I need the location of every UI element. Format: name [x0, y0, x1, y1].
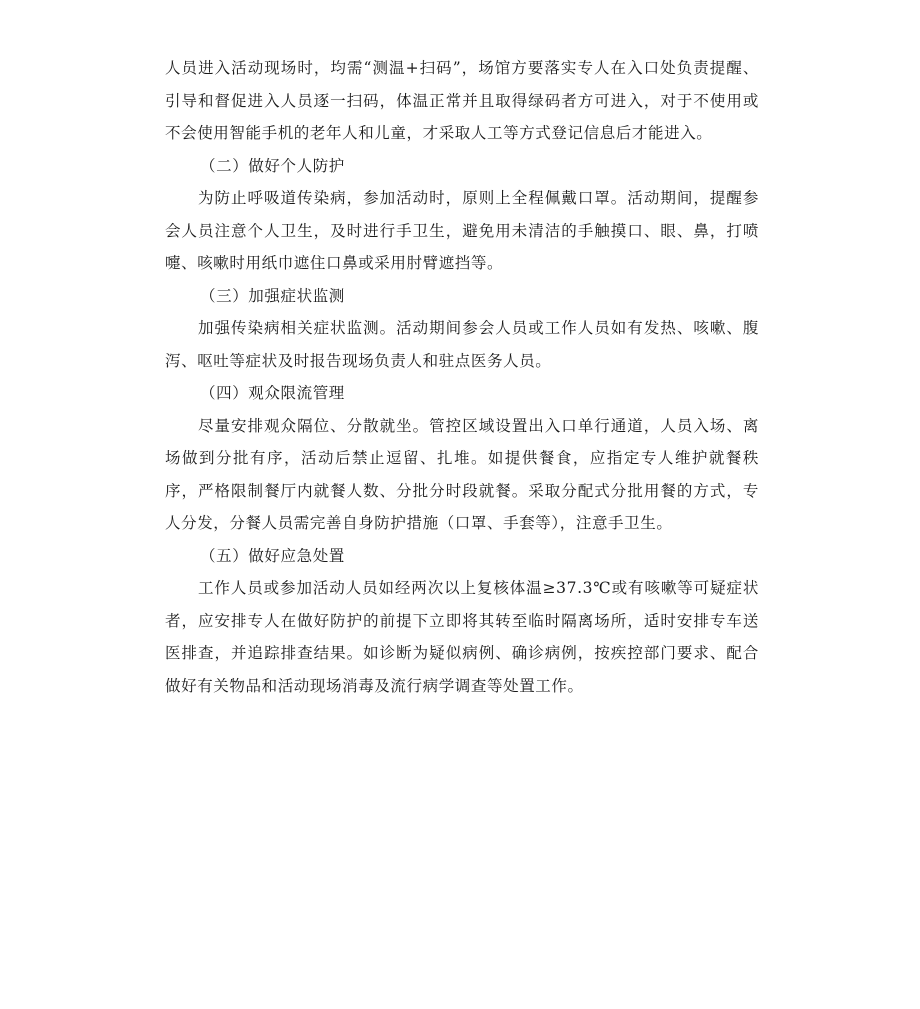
paragraph-entry-screening: 人员进入活动现场时，均需“测温+扫码”，场馆方要落实专人在入口处负责提醒、引导和督促进入人员逐一扫码，体温正常并且取得绿码者方可进入，对于不使用或不会使用智能手机的老年人和儿童，才采取人工等方式登记信息后才能进入。: [165, 59, 759, 142]
section-heading-emergency-response: （五）做好应急处置: [200, 546, 345, 565]
paragraph-personal-protection: 为防止呼吸道传染病，参加活动时，原则上全程佩戴口罩。活动期间，提醒参会人员注意个人卫生，及时进行手卫生，避免用未清洁的手触摸口、眼、鼻，打喷嚏、咳嗽时用纸巾遮住口鼻或采用肘臂遮挡等。: [165, 189, 759, 272]
section-heading-audience-limits: （四）观众限流管理: [200, 384, 345, 402]
document-body: [165, 52, 759, 702]
paragraph-emergency-response: 工作人员或参加活动人员如经两次以上复核体温≥37.3℃或有咳嗽等可疑症状者，应安排专人在做好防护的前提下立即将其转至临时隔离场所，适时安排专车送医排查，并追踪排查结果。如诊断为疑似病例、确诊病例，按疾控部门要求、配合做好有关物品和活动现场消毒及流行病学调查等处置工作。: [165, 579, 759, 695]
section-heading-personal-protection: （二）做好个人防护: [200, 156, 345, 175]
section-heading-symptom-monitoring: （三）加强症状监测: [200, 286, 345, 305]
paragraph-symptom-monitoring: 加强传染病相关症状监测。活动期间参会人员或工作人员如有发热、咳嗽、腹泻、呕吐等症状及时报告现场负责人和驻点医务人员。: [165, 319, 759, 370]
paragraph-audience-limits: 尽量安排观众隔位、分散就坐。管控区域设置出入口单行通道，人员入场、离场做到分批有序，活动后禁止逗留、扎堆。如提供餐食，应指定专人维护就餐秩序，严格限制餐厅内就餐人数、分批分时段就餐。采取分配式分批用餐的方式，专人分发，分餐人员需完善自身防护措施（口罩、手套等），注意手卫生。: [165, 416, 759, 532]
